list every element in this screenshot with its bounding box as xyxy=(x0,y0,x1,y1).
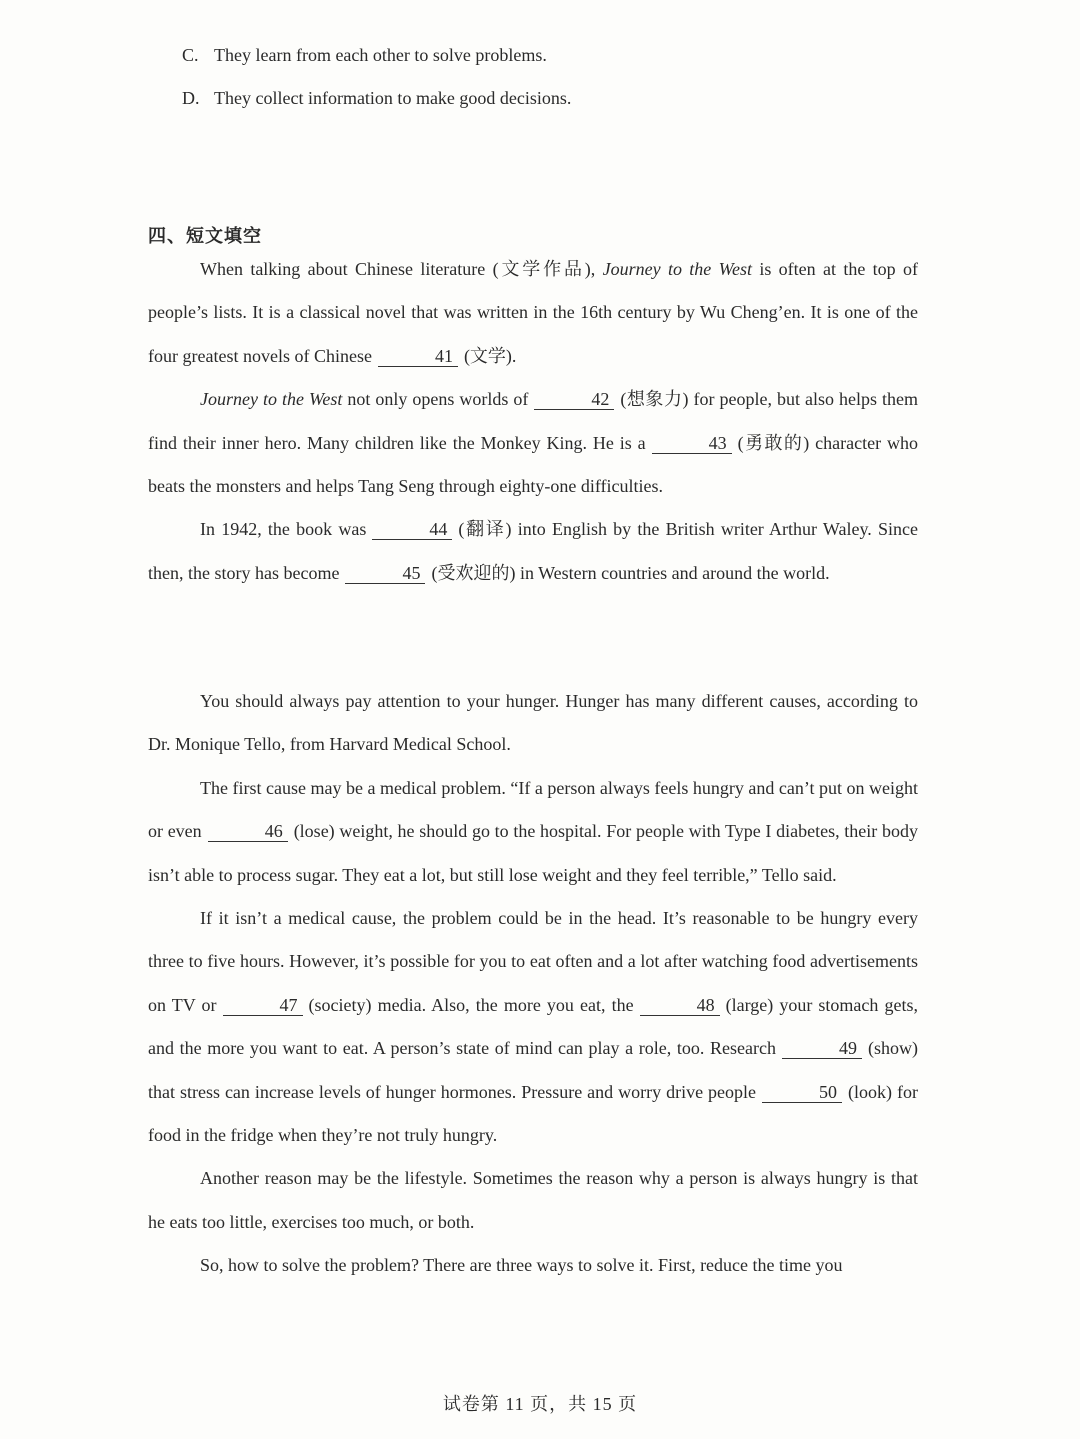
paragraph xyxy=(148,378,918,508)
text: (look) for food in the fridge when they’re not truly hungry. xyxy=(148,1081,919,1146)
text: (show) that stress can increase levels of hunger hormones. Pressure and worry drive people xyxy=(148,1038,918,1102)
paragraph xyxy=(148,508,918,595)
paragraph: You should always pay attention to your hunger. Hunger has many different causes, according to Dr. Monique Tello, from Harvard Medical School. xyxy=(148,691,918,755)
paragraph xyxy=(148,767,918,897)
blank-43[interactable]: 43 xyxy=(652,433,732,454)
blank-50[interactable]: 50 xyxy=(762,1082,842,1103)
passage-journey xyxy=(148,248,918,595)
book-title: Journey to the West xyxy=(200,389,343,410)
blank-41[interactable]: 41 xyxy=(378,346,458,367)
paragraph: Another reason may be the lifestyle. Sometimes the reason why a person is always hungry is that he eats too little, exercises too much, or both. xyxy=(148,1168,918,1232)
option-d xyxy=(182,87,571,109)
text: In 1942, the book was xyxy=(200,519,367,540)
option-c-text: They learn from each other to solve problems. xyxy=(214,45,547,65)
text: If it isn’t a medical cause, the problem could be in the head. It’s reasonable to be hungry every three to five hours. However, it’s possible for you to eat often and a lot after watching food advertisements on TV or xyxy=(148,908,918,1015)
option-d-text: They collect information to make good decisions. xyxy=(214,88,572,108)
blank-44[interactable]: 44 xyxy=(372,519,452,540)
option-d-key: D. xyxy=(182,88,200,108)
blank-42[interactable]: 42 xyxy=(534,389,614,410)
passage-hunger xyxy=(148,680,918,1288)
blank-46[interactable]: 46 xyxy=(208,821,288,842)
text: (翻译) into English by the British writer Arthur Waley. Since then, the story has become xyxy=(148,519,918,583)
option-c-key: C. xyxy=(182,45,199,65)
text: The first cause may be a medical problem. “If a person always feels hungry and can’t put on weight or even xyxy=(148,777,918,842)
blank-47[interactable]: 47 xyxy=(223,995,303,1016)
text: (society) media. Also, the more you eat, the xyxy=(308,994,634,1015)
text: (想象力) for people, but also helps them find their inner hero. Many children like the Monkey King. He is a xyxy=(148,389,918,453)
blank-45[interactable]: 45 xyxy=(345,563,425,584)
book-title: Journey to the West xyxy=(602,259,752,279)
option-c xyxy=(182,44,547,66)
page-footer: 试卷第 11 页，共 15 页 xyxy=(442,1394,638,1414)
text: (large) your stomach gets, and the more you want to eat. A person’s state of mind can play a role, too. Research xyxy=(148,994,918,1059)
text: (受欢迎的) in Western countries and around the world. xyxy=(431,562,830,583)
blank-48[interactable]: 48 xyxy=(640,995,720,1016)
section-heading: 四、短文填空 xyxy=(148,226,262,247)
blank-49[interactable]: 49 xyxy=(782,1038,862,1059)
text: (lose) weight, he should go to the hospital. For people with Type I diabetes, their body isn’t able to process sugar. They eat a lot, but still lose weight and they feel terrible,” Tello said. xyxy=(148,821,918,885)
text: not only opens worlds of xyxy=(342,389,529,410)
text: (文学). xyxy=(463,345,517,366)
paragraph: So, how to solve the problem? There are three ways to solve it. First, reduce the time you xyxy=(200,1255,843,1276)
text: is often at the top of people’s lists. It is a classical novel that was written in the 16th century by Wu Cheng’en. It is one of the four greatest novels of Chinese xyxy=(148,259,918,366)
paragraph xyxy=(148,248,918,378)
text: (勇敢的) character who beats the monsters and helps Tang Seng through eighty-one difficulties. xyxy=(148,432,918,497)
text: When talking about Chinese literature (文学作品), xyxy=(200,259,603,279)
paragraph xyxy=(148,897,918,1157)
